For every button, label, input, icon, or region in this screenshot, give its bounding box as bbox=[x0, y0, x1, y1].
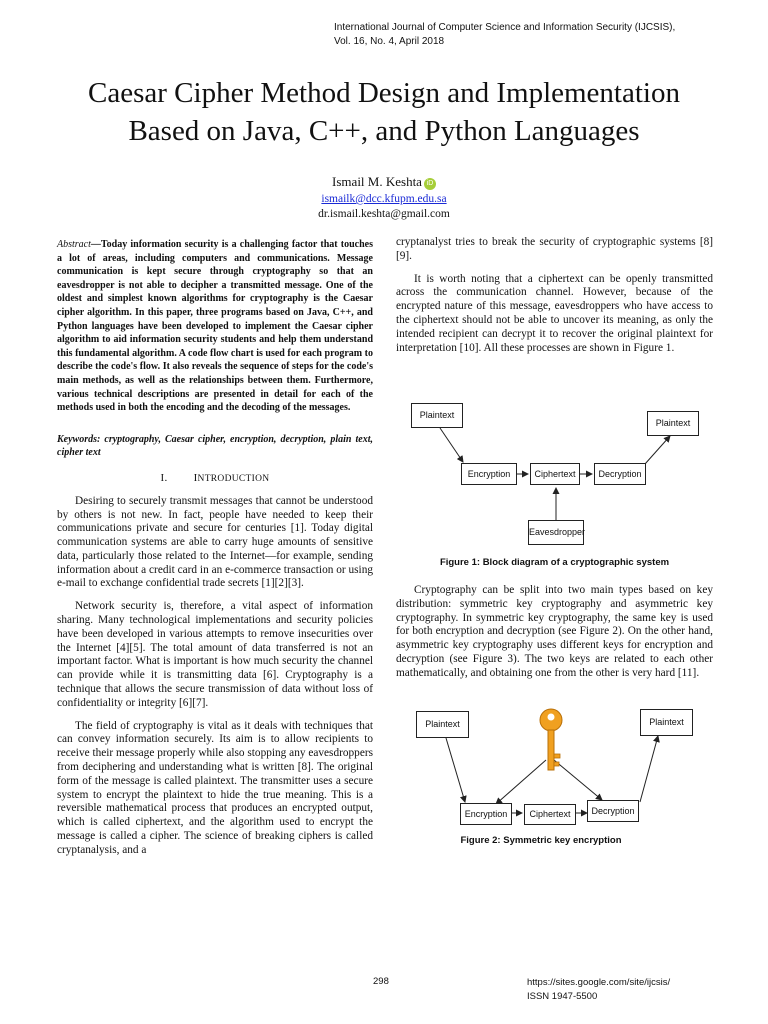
fig2-ciphertext: Ciphertext bbox=[524, 804, 576, 825]
title-line-2: Based on Java, C++, and Python Languages bbox=[128, 115, 640, 147]
journal-line-2: Vol. 16, No. 4, April 2018 bbox=[334, 36, 445, 47]
figure-1-caption: Figure 1: Block diagram of a cryptographic system bbox=[439, 557, 670, 568]
keywords-text: cryptography, Caesar cipher, encryption, decryption, plain text, cipher text bbox=[57, 433, 373, 459]
key-icon bbox=[537, 708, 565, 774]
keywords-label: Keywords: bbox=[57, 433, 101, 445]
paragraph: cryptanalyst tries to break the security of cryptographic systems [8][9]. bbox=[396, 236, 713, 262]
paragraph: Desiring to securely transmit messages that cannot be understood by others is not new. In fact, people have needed to keep their communications private and secure for centuries [1]. Today digital communication systems are able to carry huge amounts of sensitive data, particularly those related to the Internet—for example, sending information about a credit card in an e-commerce transaction or using e-mail to exchange confidential trade secrets [1][2][3]. bbox=[57, 494, 373, 590]
paragraph: Cryptography can be split into two main types based on key distribution: symmetric key cryptography and asymmetric key cryptography. In symmetric key cryptography, the same key is used for both encryption and decryption (see Figure 2). On the other hand, asymmetric key cryptography uses different keys for encryption and decryption (see Figure 3). The two keys are related to each other mathematically, and obtaining one from the other is very hard [11]. bbox=[396, 584, 713, 679]
page-number: 298 bbox=[373, 976, 389, 987]
orcid-icon[interactable]: iD bbox=[424, 178, 436, 190]
section-number: I. bbox=[160, 471, 168, 484]
fig2-plaintext-right: Plaintext bbox=[640, 709, 693, 736]
author-email-link[interactable]: ismailk@dcc.kfupm.edu.sa bbox=[321, 193, 447, 205]
section-title-rest: NTRODUCTION bbox=[197, 473, 270, 484]
journal-line-1: International Journal of Computer Science and Information Security (IJCSIS), bbox=[334, 22, 676, 33]
paragraph: Network security is, therefore, a vital aspect of information sharing. Many technological implementations and security policies have been developed in various attempts to remove insecurities over the Internet [4][5]. The total amount of data transferred is not an important factor. What is important is how much security the channel can provide while it is transmitting data [6]. Cryptography is a technique that allows the secure transmission of data without loss of confidentiality or integrity [6][7]. bbox=[57, 600, 373, 709]
author-name: Ismail M. Keshta bbox=[332, 174, 422, 189]
paragraph: The field of cryptography is vital as it deals with techniques that can convey information securely. Its aim is to allow recipients to receive their message properly while also stopping any eavesdroppers from deciphering and understanding what is written [8]. The original form of the message is called plaintext. The transmitter uses a secure system to encrypt the plaintext to hide the true meaning. This is a reversible mathematical process that produces an encrypted output, which is called ciphertext, and the algorithm used to encrypt the message is called a cipher. The science of breaking ciphers is called cryptanalysis, and a bbox=[57, 719, 373, 856]
fig1-plaintext-right: Plaintext bbox=[647, 411, 699, 436]
fig1-eavesdropper: Eavesdropper bbox=[528, 520, 584, 545]
fig2-plaintext-left: Plaintext bbox=[416, 711, 469, 738]
fig1-decryption: Decryption bbox=[594, 463, 646, 485]
title-line-1: Caesar Cipher Method Design and Implementation bbox=[88, 77, 680, 109]
abstract-label: Abstract bbox=[57, 239, 91, 250]
abstract-text: —Today information security is a challenging factor that touches a lot of areas, including computers and communications. Message communication is kept secure through cryptography so that an eavesdropper is not able to decipher a transmitted message. One of the oldest and simplest known algorithms for cryptography is the Caesar cipher algorithm. In this paper, three programs based on Java, C++, and Python languages have been developed to implement the Caesar cipher algorithm to aid information security students and help them understand this fundamental algorithm. A code flow chart is used for each program to describe the code's flow. It also reveals the sequence of steps for the code's main methods, as well as the relationships between them. Furthermore, various technical descriptions are presented in detail for each of the methods used in both the encoding and the decoding of the messages. bbox=[57, 239, 373, 414]
fig1-plaintext-left: Plaintext bbox=[411, 403, 463, 428]
fig1-ciphertext: Ciphertext bbox=[530, 463, 580, 485]
footer-info bbox=[527, 976, 670, 1004]
footer-issn: ISSN 1947-5500 bbox=[527, 991, 598, 1002]
fig1-encryption: Encryption bbox=[461, 463, 517, 485]
fig2-encryption: Encryption bbox=[460, 803, 512, 825]
fig2-decryption: Decryption bbox=[587, 800, 639, 822]
paragraph: It is worth noting that a ciphertext can be openly transmitted across the communication channel. However, because of the encrypted nature of this message, eavesdroppers who have access to the ciphertext should not be able to uncover its meaning, as only the intended recipient can decrypt it to recover the original plaintext for interpretation [10]. All these processes are shown in Figure 1. bbox=[396, 272, 713, 354]
author-email-alt: dr.ismail.keshta@gmail.com bbox=[318, 208, 450, 220]
section-title-first: I bbox=[193, 471, 198, 484]
figure-2-caption: Figure 2: Symmetric key encryption bbox=[460, 835, 622, 846]
footer-url[interactable]: https://sites.google.com/site/ijcsis/ bbox=[527, 977, 671, 988]
